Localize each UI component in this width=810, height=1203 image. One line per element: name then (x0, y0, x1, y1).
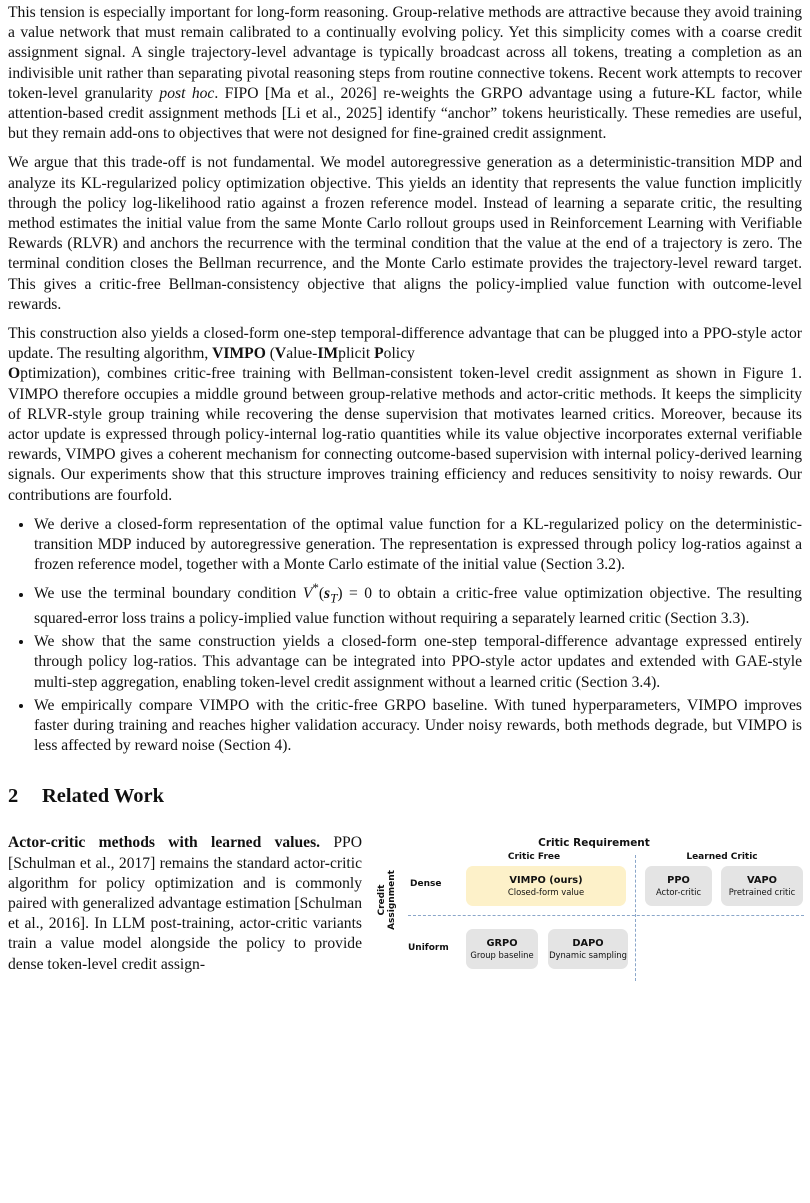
paper-page (8, 3, 802, 989)
math-symbol: s (324, 585, 331, 603)
paragraph-text: . FIPO [Ma et al., 2026] re-weights the GRPO advantage using a future-KL factor, while attention-based credit assignment methods [Li et al., 2025] identify “anchor” tokens heuristically. These remedies are useful, but they remain add-ons to objectives that were not designed for fine-grained credit assignment. (8, 84, 802, 143)
cell-grpo (466, 929, 538, 969)
paragraph-long-form-reasoning (8, 3, 802, 144)
paren: ( (265, 345, 275, 363)
math-symbol: ( (318, 585, 325, 603)
section-number: 2 (8, 785, 19, 808)
row-label-uniform: Uniform (408, 943, 449, 954)
math-symbol: T (330, 590, 338, 606)
row-divider (408, 915, 804, 916)
contribution-item: • We empirically compare VIMPO with the critic-free GRPO baseline. With tuned hyperparameters, VIMPO improves faster during training and reaches higher validation accuracy. Under noisy rewards, both methods degrade, but VIMPO is less affected by reward noise (Section 4). (34, 696, 802, 757)
cell-subtitle: Actor-critic (655, 887, 702, 898)
column-header-critic-free: Critic Free (507, 852, 561, 863)
paragraph-text: This tension is especially important for long-form reasoning. Group-relative methods are attractive because they avoid training a value network that must remain calibrated to a continually evolving policy. Yet this simplicity comes with a coarse credit assignment signal. A single trajectory-level advantage is typically broadcast across all tokens, treating a completion as an indivisible unit rather than separating pivotal reasoning steps from routine connective tokens. Recent work attempts to recover token-level granularity (8, 4, 802, 102)
cell-vapo (721, 866, 803, 906)
critic-requirement-figure (377, 835, 804, 985)
math-symbol: * (312, 580, 319, 596)
cell-subtitle: Closed-form value (507, 887, 585, 898)
cell-subtitle: Group baseline (470, 950, 534, 961)
section-heading (8, 783, 802, 809)
contribution-item: • We derive a closed-form representation of the optimal value function for a KL-regularized policy on the deterministic-transition MDP induced by autoregressive generation. The representation is expressed through policy log-ratios against a frozen reference model, together with a Monte Carlo estimate of the initial value (Section 3.2). (34, 515, 802, 576)
column-divider (635, 855, 636, 981)
paragraph-text: ), combines critic-free training with Bellman-consistent token-level credit assignment as shown in Figure 1. VIMPO therefore occupies a middle ground between group-relative methods and actor-critic methods. It keeps the simplicity of RLVR-style group training while recovering the dense supervision that motivates learned critics. Moreover, because its actor update is expressed through policy-internal log-ratio quantities while its value objective incorporates external verifiable rewards, VIMPO gives a coherent mechanism for connecting outcome-based supervision with internal policy-derived learning signals. Our experiments show that this structure improves training efficiency and reduces sensitivity to noisy rewards. Our contributions are fourfold. (8, 365, 802, 504)
figure-title: Critic Requirement (538, 837, 650, 850)
paragraph-text: PPO [Schulman et al., 2017] remains the standard actor-critic algorithm for policy optimization and is commonly paired with generalized advantage estimation [Schulman et al., 2016]. In LLM post-training, actor-critic variants train a value model alongside the policy to provide dense token-level credit assign- (8, 834, 362, 973)
math-symbol: V (302, 585, 313, 603)
cell-title: VAPO (746, 875, 777, 887)
contributions-list (8, 515, 802, 757)
y-axis-label: Credit Assignment (377, 870, 397, 931)
contribution-text: to obtain a critic-free value optimization objective. The resulting squared-error loss trains a policy-implied value function without requiring a separately learned critic (Section 3.3). (34, 585, 802, 627)
acronym-rest: plicit (338, 345, 375, 363)
acronym-rest: olicy (383, 345, 415, 363)
cell-title: GRPO (486, 938, 518, 950)
cell-title: DAPO (572, 938, 604, 950)
acronym-letter: IM (317, 345, 339, 363)
acronym-letter: P (374, 345, 384, 363)
paragraph-vimpo-construction (8, 324, 802, 506)
cell-dapo (548, 929, 628, 969)
column-header-learned-critic: Learned Critic (686, 852, 758, 863)
vimpo-acronym: VIMPO (212, 345, 266, 363)
acronym-rest: ptimization (20, 365, 92, 383)
cell-vimpo (466, 866, 626, 906)
cell-subtitle: Dynamic sampling (549, 950, 627, 961)
paragraph-lead: Actor-critic methods with learned values. (8, 834, 321, 852)
row-label-dense: Dense (410, 879, 442, 890)
contribution-item (34, 578, 802, 629)
cell-title: PPO (667, 875, 690, 887)
acronym-rest: alue- (286, 345, 318, 363)
related-work-block (8, 833, 802, 989)
cell-subtitle: Pretrained critic (728, 887, 796, 898)
contribution-text: We use the terminal boundary condition (34, 585, 303, 603)
paragraph-tradeoff: We argue that this trade-off is not fundamental. We model autoregressive generation as a deterministic-transition MDP and analyze its KL-regularized policy optimization objective. This yields an identity that represents the value function implicitly through the policy log-likelihood ratio against a frozen reference model. Instead of learning a separate critic, the resulting method estimates the initial value from the same Monte Carlo rollout groups used in Reinforcement Learning with Verifiable Rewards (RLVR) and anchors the recurrence with the terminal condition that the value at the end of a trajectory is zero. The terminal condition closes the Bellman recurrence, and the Monte Carlo estimate provides the trajectory-level reward target. This gives a critic-free Bellman-consistency objective that aligns the policy-implied value function with outcome-level rewards. (8, 154, 802, 313)
section-title: Related Work (42, 785, 165, 808)
contribution-item: • We show that the same construction yields a closed-form one-step temporal-difference advantage expressed entirely through policy log-ratios. This advantage can be integrated into PPO-style actor updates and extended with GAE-style multi-step aggregation, enabling token-level credit assignment without a learned critic (Section 3.4). (34, 632, 802, 693)
cell-title: VIMPO (ours) (509, 875, 583, 887)
italic-term: post hoc (159, 84, 215, 102)
cell-ppo (645, 866, 712, 906)
paragraph-text: This construction also yields a closed-form one-step temporal-difference advantage that can be plugged into a PPO-style actor update. The resulting algorithm, (8, 325, 802, 363)
related-work-column (8, 833, 362, 974)
math-symbol: ) = 0 (337, 585, 373, 603)
acronym-letter: O (8, 365, 21, 383)
acronym-letter: V (274, 345, 287, 363)
related-work-paragraph (8, 833, 362, 974)
